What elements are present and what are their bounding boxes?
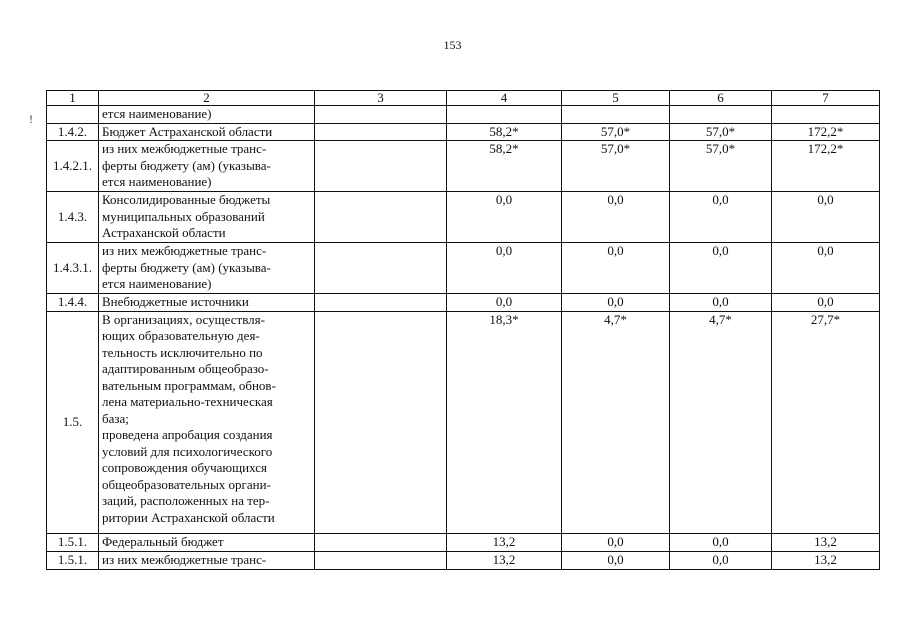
column-6-cell: 0,0 (670, 294, 772, 312)
column-7-cell: 0,0 (772, 192, 880, 243)
column-7-cell: 0,0 (772, 243, 880, 294)
table-row (47, 106, 880, 124)
column-3-cell (315, 311, 447, 533)
row-number-cell (47, 106, 99, 124)
column-4-cell: 0,0 (447, 294, 562, 312)
row-number-cell: 1.4.3. (47, 192, 99, 243)
margin-mark: ! (29, 112, 33, 126)
column-6-cell: 0,0 (670, 551, 772, 569)
row-number-cell: 1.5. (47, 311, 99, 533)
budget-table (46, 90, 880, 570)
table-row (47, 243, 880, 294)
column-5-cell: 0,0 (562, 533, 670, 551)
header-cell-3: 3 (315, 91, 447, 106)
column-6-cell: 0,0 (670, 243, 772, 294)
table-row (47, 123, 880, 141)
column-4-cell: 13,2 (447, 533, 562, 551)
table-row (47, 533, 880, 551)
column-4-cell: 0,0 (447, 192, 562, 243)
column-4-cell: 13,2 (447, 551, 562, 569)
column-6-cell: 57,0* (670, 141, 772, 192)
table-row (47, 311, 880, 533)
column-7-cell: 172,2* (772, 141, 880, 192)
row-description-cell: из них межбюджетные транс- (99, 551, 315, 569)
row-description-cell: Консолидированные бюджеты муниципальных образований Астраханской области (99, 192, 315, 243)
header-cell-5: 5 (562, 91, 670, 106)
column-4-cell: 58,2* (447, 141, 562, 192)
column-3-cell (315, 551, 447, 569)
column-4-cell (447, 106, 562, 124)
row-number-cell: 1.4.2.1. (47, 141, 99, 192)
column-7-cell: 172,2* (772, 123, 880, 141)
header-cell-6: 6 (670, 91, 772, 106)
row-number-cell: 1.4.4. (47, 294, 99, 312)
column-5-cell: 4,7* (562, 311, 670, 533)
row-number-cell: 1.4.3.1. (47, 243, 99, 294)
column-6-cell: 0,0 (670, 192, 772, 243)
table-row (47, 192, 880, 243)
column-5-cell: 57,0* (562, 141, 670, 192)
column-7-cell (772, 106, 880, 124)
column-6-cell (670, 106, 772, 124)
column-4-cell: 18,3* (447, 311, 562, 533)
row-number-cell: 1.4.2. (47, 123, 99, 141)
column-3-cell (315, 123, 447, 141)
header-row (47, 91, 880, 106)
row-description-cell: В организациях, осуществля- ющих образовательную дея- тельность исключительно по адаптированным общеобразо- вательным программам, обнов- лена материально-техническая база; проведена апробация создания условий для психологического сопровождения обучающихся общеобразовательных органи- заций, расположенных на тер- ритории Астраханской области (99, 311, 315, 533)
row-description-cell: Внебюджетные источники (99, 294, 315, 312)
column-4-cell: 0,0 (447, 243, 562, 294)
column-7-cell: 13,2 (772, 533, 880, 551)
row-number-cell: 1.5.1. (47, 551, 99, 569)
column-3-cell (315, 533, 447, 551)
column-5-cell (562, 106, 670, 124)
column-5-cell: 0,0 (562, 294, 670, 312)
column-6-cell: 0,0 (670, 533, 772, 551)
column-3-cell (315, 106, 447, 124)
column-5-cell: 0,0 (562, 551, 670, 569)
column-7-cell: 13,2 (772, 551, 880, 569)
column-6-cell: 4,7* (670, 311, 772, 533)
column-4-cell: 58,2* (447, 123, 562, 141)
column-5-cell: 57,0* (562, 123, 670, 141)
table-row (47, 141, 880, 192)
row-number-cell: 1.5.1. (47, 533, 99, 551)
header-cell-2: 2 (99, 91, 315, 106)
row-description-cell: из них межбюджетные транс- ферты бюджету (ам) (указыва- ется наименование) (99, 141, 315, 192)
column-3-cell (315, 192, 447, 243)
row-description-cell: из них межбюджетные транс- ферты бюджету (ам) (указыва- ется наименование) (99, 243, 315, 294)
column-6-cell: 57,0* (670, 123, 772, 141)
column-7-cell: 0,0 (772, 294, 880, 312)
page-number: 153 (443, 38, 462, 52)
column-3-cell (315, 294, 447, 312)
row-description-cell: Федеральный бюджет (99, 533, 315, 551)
row-description-cell: ется наименование) (99, 106, 315, 124)
column-3-cell (315, 243, 447, 294)
header-cell-7: 7 (772, 91, 880, 106)
header-cell-1: 1 (47, 91, 99, 106)
column-7-cell: 27,7* (772, 311, 880, 533)
column-5-cell: 0,0 (562, 192, 670, 243)
row-description-cell: Бюджет Астраханской области (99, 123, 315, 141)
header-cell-4: 4 (447, 91, 562, 106)
column-5-cell: 0,0 (562, 243, 670, 294)
table-row (47, 551, 880, 569)
table-row (47, 294, 880, 312)
column-3-cell (315, 141, 447, 192)
